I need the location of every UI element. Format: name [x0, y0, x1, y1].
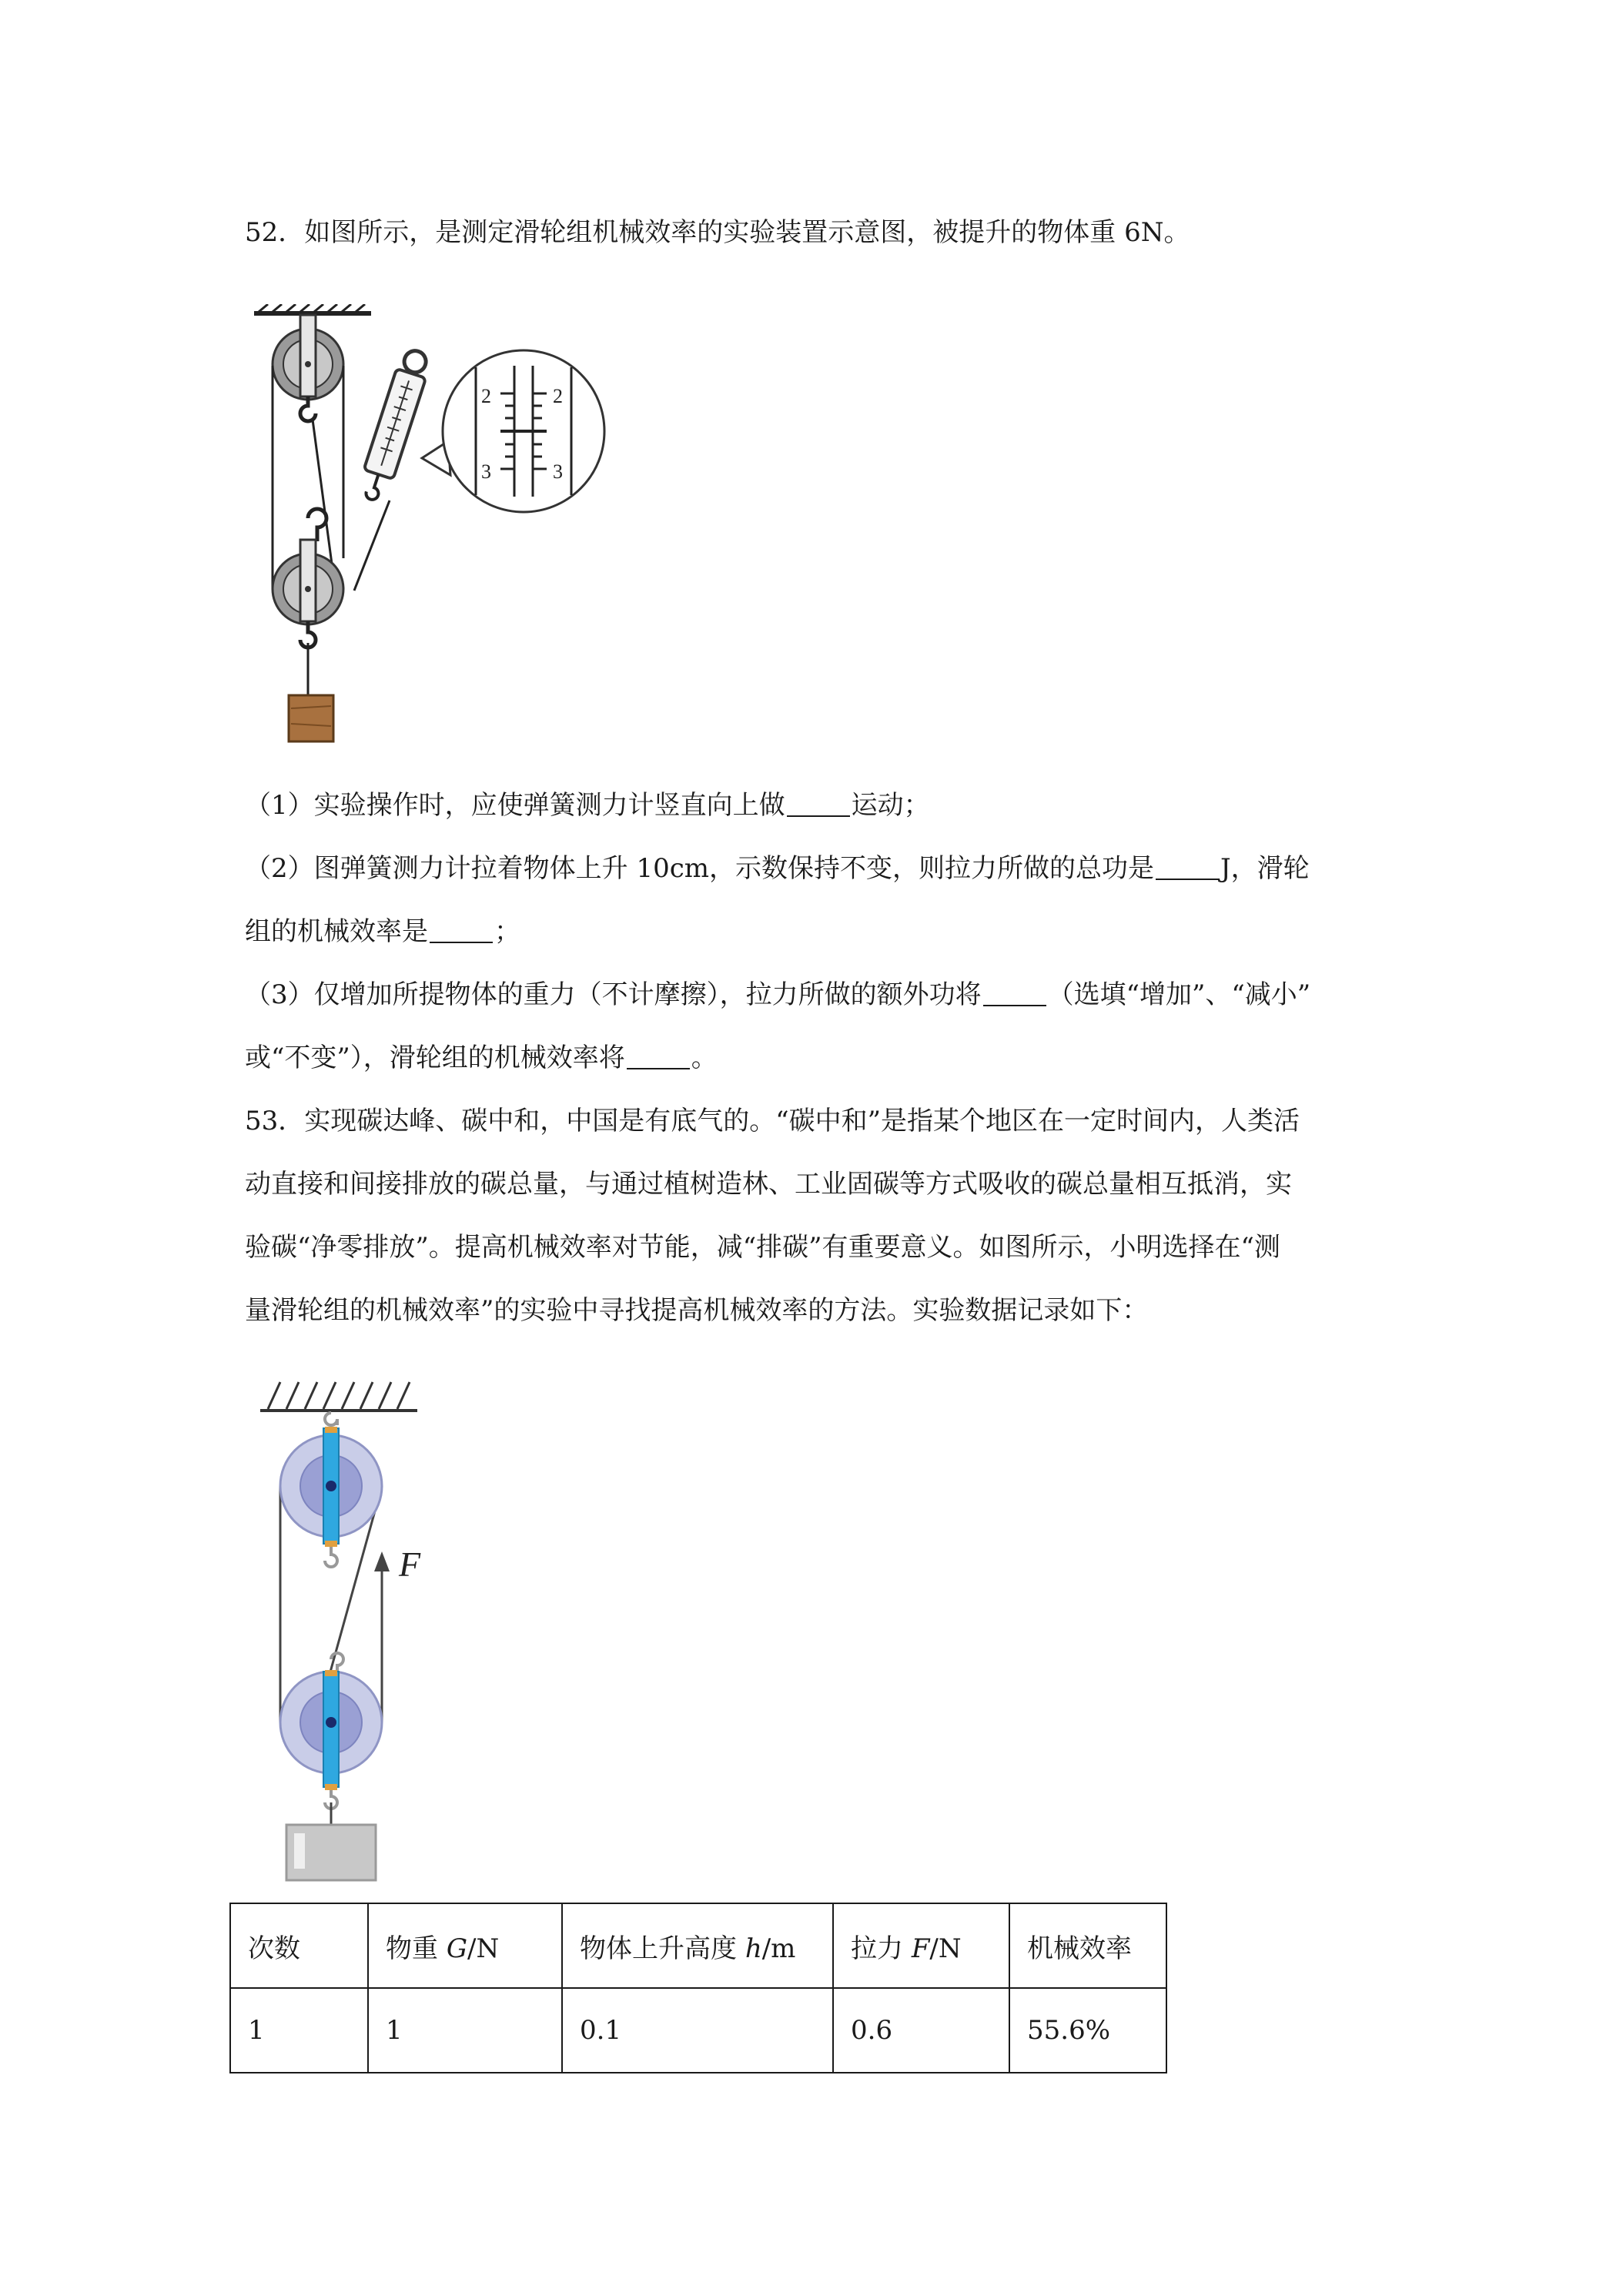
q53-line2: 动直接和间接排放的碳总量，与通过植树造林、工业固碳等方式吸收的碳总量相互抵消，实: [245, 1169, 1292, 1200]
header-height-text: 物体上升高度: [580, 1933, 745, 1964]
header-force-unit: /N: [929, 1933, 962, 1964]
cell-count: 1: [230, 1988, 368, 2073]
force-arrow: [374, 1551, 390, 1598]
q52-part1: [245, 788, 930, 822]
q52-part2-text-b: J，滑轮: [1220, 853, 1310, 884]
q53-line1: 53．实现碳达峰、碳中和，中国是有底气的。“碳中和”是指某个地区在一定时间内，人类活: [245, 1106, 1300, 1136]
scale-label-left-bottom: 3: [481, 460, 491, 483]
weight-block: [286, 1825, 376, 1880]
data-table: [229, 1903, 1167, 2073]
header-height-unit: /m: [761, 1933, 796, 1964]
ceiling-hatch: [254, 304, 371, 313]
moving-pulley: [273, 509, 343, 695]
q52-part2-text-d: ；: [494, 916, 520, 947]
q52-part2-text-c: 组的机械效率是: [245, 916, 428, 947]
scale-label-right-top: 2: [553, 385, 563, 407]
header-force-text: 拉力: [851, 1933, 912, 1964]
answer-blank-2[interactable]: [1156, 855, 1219, 880]
q52-part2-line2: [245, 915, 520, 949]
q52-part2-line1: [245, 852, 1310, 885]
q52-part1-text-b: 运动；: [851, 790, 930, 821]
weight-block: [289, 695, 333, 741]
answer-blank-4[interactable]: [983, 982, 1046, 1006]
q52-part3-text-a: （3）仅增加所提物体的重力（不计摩擦），拉力所做的额外功将: [245, 979, 982, 1010]
q53-line4: 量滑轮组的机械效率”的实验中寻找提高机械效率的方法。实验数据记录如下：: [245, 1295, 1149, 1326]
header-weight-text: 物重: [386, 1933, 447, 1964]
q52-part3-line1: [245, 978, 1310, 1012]
table-row: [230, 1988, 1166, 2073]
q52-part3-line2: [245, 1041, 718, 1075]
cell-efficiency: 55.6%: [1009, 1988, 1166, 2073]
scale-label-right-bottom: 3: [553, 460, 563, 483]
fixed-pulley: [273, 315, 343, 421]
ropes: [273, 366, 390, 591]
header-weight-symbol: G: [446, 1933, 467, 1964]
q52-part3-text-d: 。: [691, 1043, 718, 1073]
header-height-symbol: h: [745, 1933, 762, 1964]
ceiling-hatch: [260, 1382, 417, 1411]
scale-magnifier: [422, 350, 604, 512]
q52-part1-text-a: （1）实验操作时，应使弹簧测力计竖直向上做: [245, 790, 785, 821]
q52-part3-text-b: （选填“增加”、“减小”: [1047, 979, 1311, 1010]
force-label: F: [399, 1545, 421, 1584]
answer-blank-5[interactable]: [627, 1045, 690, 1069]
header-weight: [368, 1903, 562, 1988]
table-header-row: [230, 1903, 1166, 1988]
answer-blank-1[interactable]: [787, 792, 850, 817]
pulley-scale-figure: [246, 304, 647, 755]
cell-weight: 1: [368, 1988, 562, 2073]
header-count: 次数: [230, 1903, 368, 1988]
q53-line3: 验碳“净零排放”。提高机械效率对节能，减“排碳”有重要意义。如图所示，小明选择在“测: [245, 1232, 1280, 1263]
header-force-symbol: F: [911, 1933, 930, 1964]
cell-force: 0.6: [833, 1988, 1009, 2073]
header-weight-unit: /N: [467, 1933, 500, 1964]
moving-pulley: [280, 1653, 382, 1825]
cell-height: 0.1: [562, 1988, 833, 2073]
scale-label-left-top: 2: [481, 385, 491, 407]
header-force: [833, 1903, 1009, 1988]
pulley-force-figure: [246, 1367, 462, 1890]
q52-intro: 52．如图所示，是测定滑轮组机械效率的实验装置示意图，被提升的物体重 6N。: [245, 217, 1190, 248]
q52-part2-text-a: （2）图弹簧测力计拉着物体上升 10cm，示数保持不变，则拉力所做的总功是: [245, 853, 1154, 884]
header-efficiency: 机械效率: [1009, 1903, 1166, 1988]
spring-scale: [356, 346, 433, 504]
q52-part3-text-c: 或“不变”），滑轮组的机械效率将: [245, 1043, 625, 1073]
header-height: [562, 1903, 833, 1988]
answer-blank-3[interactable]: [430, 919, 493, 943]
